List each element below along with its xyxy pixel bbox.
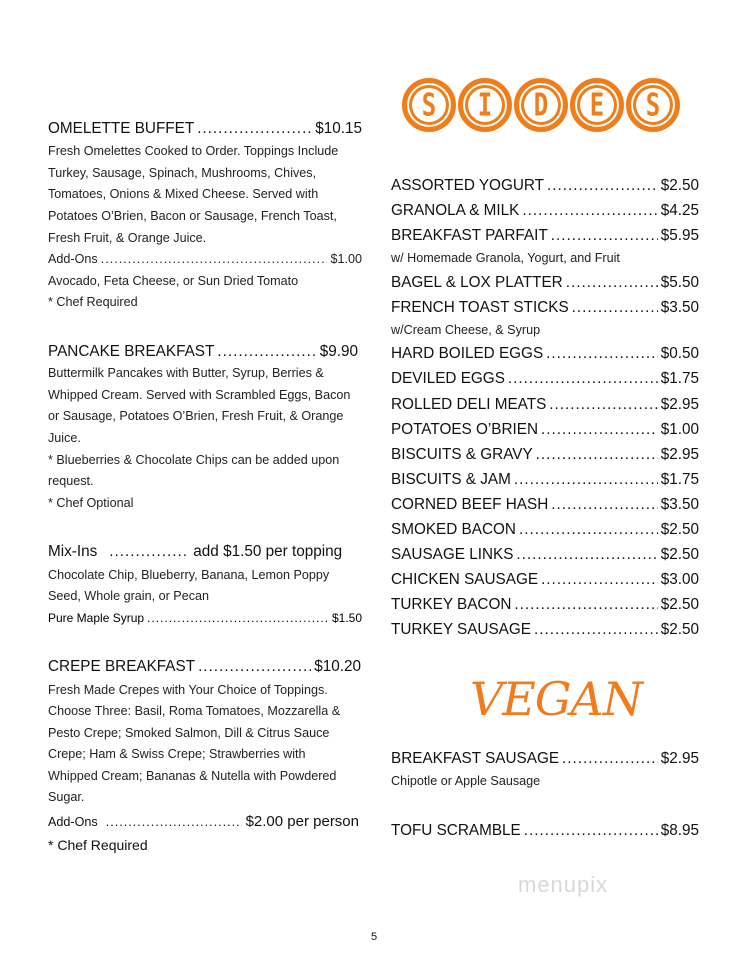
dot-leader <box>547 178 658 193</box>
description-line: Sugar. <box>48 790 85 804</box>
item-price: $1.00 <box>660 421 699 438</box>
sides-letter-ring <box>626 78 680 132</box>
addon-description: Avocado, Feta Cheese, or Sun Dried Tomato <box>48 274 299 288</box>
item-price: $1.75 <box>660 370 699 387</box>
sides-letter-ring <box>514 78 568 132</box>
description-line: request. <box>48 474 94 488</box>
item-price: $2.50 <box>660 521 699 538</box>
maple-syrup-item <box>48 612 362 624</box>
sides-letter: S <box>645 86 661 124</box>
description-line: Fresh Made Crepes with Your Choice of Toppings. <box>48 683 328 697</box>
menu-item <box>391 203 699 218</box>
menu-item <box>391 371 699 386</box>
dot-leader <box>546 346 658 361</box>
addon-price: $1.00 <box>330 252 362 266</box>
dot-leader <box>541 422 658 437</box>
dot-leader <box>217 344 316 359</box>
item-price: $3.00 <box>660 571 699 588</box>
dot-leader <box>566 275 658 290</box>
dot-leader <box>508 371 658 386</box>
item-name: BAGEL & LOX PLATTER <box>391 274 563 291</box>
item-name: SMOKED BACON <box>391 521 516 538</box>
item-name: CREPE BREAKFAST <box>48 658 196 675</box>
dot-leader <box>514 472 658 487</box>
item-price: add $1.50 per topping <box>193 543 343 560</box>
sides-heading-logo <box>402 78 680 132</box>
item-price: $0.50 <box>660 345 699 362</box>
sides-letter-ring <box>402 78 456 132</box>
description-line: Choose Three: Basil, Roma Tomatoes, Mozzarella & <box>48 704 341 718</box>
menu-item <box>391 397 699 412</box>
description-line: Chocolate Chip, Blueberry, Banana, Lemon Poppy <box>48 568 330 582</box>
menu-item <box>391 823 699 838</box>
dot-leader <box>562 751 658 766</box>
sides-letter: I <box>477 86 493 124</box>
dot-leader <box>101 253 328 266</box>
menu-item <box>391 522 699 537</box>
menu-item <box>391 275 699 290</box>
description-line: Turkey, Sausage, Spinach, Mushrooms, Chives, <box>48 166 317 180</box>
description-line: * Blueberries & Chocolate Chips can be added upon <box>48 453 340 467</box>
chef-note: * Chef Required <box>48 837 148 853</box>
menu-item <box>391 622 699 637</box>
description-line: Potatoes O’Brien, Bacon or Sausage, French Toast, <box>48 209 337 223</box>
menu-item <box>391 751 699 766</box>
item-price: $2.50 <box>660 621 699 638</box>
dot-leader <box>551 228 658 243</box>
addon-label: Add-Ons <box>48 815 98 829</box>
dot-leader <box>197 121 312 136</box>
item-name: PANCAKE BREAKFAST <box>48 343 215 360</box>
item-name: CHICKEN SAUSAGE <box>391 571 539 588</box>
sides-letter: S <box>421 86 437 124</box>
sides-letter-ring <box>458 78 512 132</box>
dot-leader <box>534 622 658 637</box>
item-name: OMELETTE BUFFET <box>48 120 195 137</box>
item-name: Mix-Ins <box>48 543 98 560</box>
item-subtext: Chipotle or Apple Sausage <box>391 774 541 788</box>
item-name: BREAKFAST SAUSAGE <box>391 750 560 767</box>
item-name: BISCUITS & GRAVY <box>391 446 533 463</box>
omelette-addons <box>48 253 362 266</box>
item-name: HARD BOILED EGGS <box>391 345 544 362</box>
menu-item <box>391 422 699 437</box>
item-name: BISCUITS & JAM <box>391 471 511 488</box>
menu-item <box>391 472 699 487</box>
dot-leader <box>524 823 658 838</box>
item-subtext: w/ Homemade Granola, Yogurt, and Fruit <box>391 251 620 265</box>
mix-ins-item <box>48 544 352 559</box>
dot-leader <box>109 544 189 559</box>
menupix-watermark: menupix <box>518 872 609 897</box>
dot-leader <box>536 447 658 462</box>
item-price: $1.75 <box>660 471 699 488</box>
sides-letter: D <box>533 86 549 124</box>
page-number: 5 <box>371 931 378 943</box>
item-name: TURKEY BACON <box>391 596 512 613</box>
item-name: ROLLED DELI MEATS <box>391 396 547 413</box>
sides-letter-ring <box>570 78 624 132</box>
item-name: FRENCH TOAST STICKS <box>391 299 569 316</box>
item-name: GRANOLA & MILK <box>391 202 520 219</box>
item-name: ASSORTED YOGURT <box>391 177 545 194</box>
item-name: DEVILED EGGS <box>391 370 505 387</box>
item-price: $2.50 <box>660 596 699 613</box>
description-line: Fresh Fruit, & Orange Juice. <box>48 231 207 245</box>
item-name: SAUSAGE LINKS <box>391 546 514 563</box>
description-line: Seed, Whole grain, or Pecan <box>48 589 210 603</box>
description-line: Whipped Cream. Served with Scrambled Eggs, Bacon <box>48 388 351 402</box>
item-price: $2.50 <box>660 546 699 563</box>
description-line: Buttermilk Pancakes with Butter, Syrup, Berries & <box>48 366 324 380</box>
description-line: Fresh Omelettes Cooked to Order. Toppings Include <box>48 144 339 158</box>
chef-note: * Chef Required <box>48 295 138 309</box>
item-price: $5.95 <box>660 227 699 244</box>
menu-item <box>391 178 699 193</box>
menu-item <box>391 547 699 562</box>
dot-leader <box>522 203 657 218</box>
item-name: CORNED BEEF HASH <box>391 496 549 513</box>
description-line: Whipped Cream; Bananas & Nutella with Powdered <box>48 769 337 783</box>
dot-leader <box>519 522 658 537</box>
item-price: $10.20 <box>314 658 361 675</box>
pancake-breakfast-item <box>48 344 358 359</box>
item-price: $2.95 <box>660 750 699 767</box>
item-name: TURKEY SAUSAGE <box>391 621 531 638</box>
dot-leader <box>572 300 658 315</box>
item-price: $10.15 <box>315 120 362 137</box>
dot-leader <box>147 612 329 624</box>
menu-item <box>391 497 699 512</box>
item-name: POTATOES O’BRIEN <box>391 421 539 438</box>
description-line: or Sausage, Potatoes O’Brien, Fresh Fruit, & Orange <box>48 409 344 423</box>
description-line: Crepe; Ham & Swiss Crepe; Strawberries with <box>48 747 306 761</box>
crepe-addons <box>48 814 359 829</box>
item-price: $2.95 <box>660 446 699 463</box>
item-price: $8.95 <box>660 822 699 839</box>
item-price: $1.50 <box>331 611 362 625</box>
menu-item <box>391 300 699 315</box>
item-price: $2.95 <box>660 396 699 413</box>
addon-label: Add-Ons <box>48 252 98 266</box>
item-price: $3.50 <box>660 496 699 513</box>
item-price: $9.90 <box>319 343 358 360</box>
menu-item <box>391 597 699 612</box>
item-price: $5.50 <box>660 274 699 291</box>
crepe-breakfast-item <box>48 659 361 674</box>
menu-item <box>391 346 699 361</box>
description-line: Juice. <box>48 431 81 445</box>
description-line: Tomatoes, Onions & Mixed Cheese. Served with <box>48 187 319 201</box>
item-name: Pure Maple Syrup <box>48 611 145 625</box>
vegan-heading: VEGAN <box>470 672 643 726</box>
item-subtext: w/Cream Cheese, & Syrup <box>391 323 541 337</box>
sides-letter: E <box>589 86 605 124</box>
menu-item <box>391 228 699 243</box>
item-name: BREAKFAST PARFAIT <box>391 227 548 244</box>
chef-note: * Chef Optional <box>48 496 134 510</box>
menu-item <box>391 447 699 462</box>
dot-leader <box>551 497 657 512</box>
menu-item <box>391 572 699 587</box>
item-price: $2.50 <box>660 177 699 194</box>
dot-leader <box>516 547 657 562</box>
item-price: $3.50 <box>660 299 699 316</box>
addon-price: $2.00 per person <box>245 813 359 830</box>
dot-leader <box>514 597 657 612</box>
dot-leader <box>549 397 657 412</box>
description-line: Pesto Crepe; Smoked Salmon, Dill & Citrus Sauce <box>48 726 330 740</box>
item-name: TOFU SCRAMBLE <box>391 822 521 839</box>
omelette-buffet-item <box>48 121 362 136</box>
dot-leader <box>106 816 242 829</box>
dot-leader <box>541 572 658 587</box>
item-price: $4.25 <box>660 202 699 219</box>
dot-leader <box>198 659 311 674</box>
